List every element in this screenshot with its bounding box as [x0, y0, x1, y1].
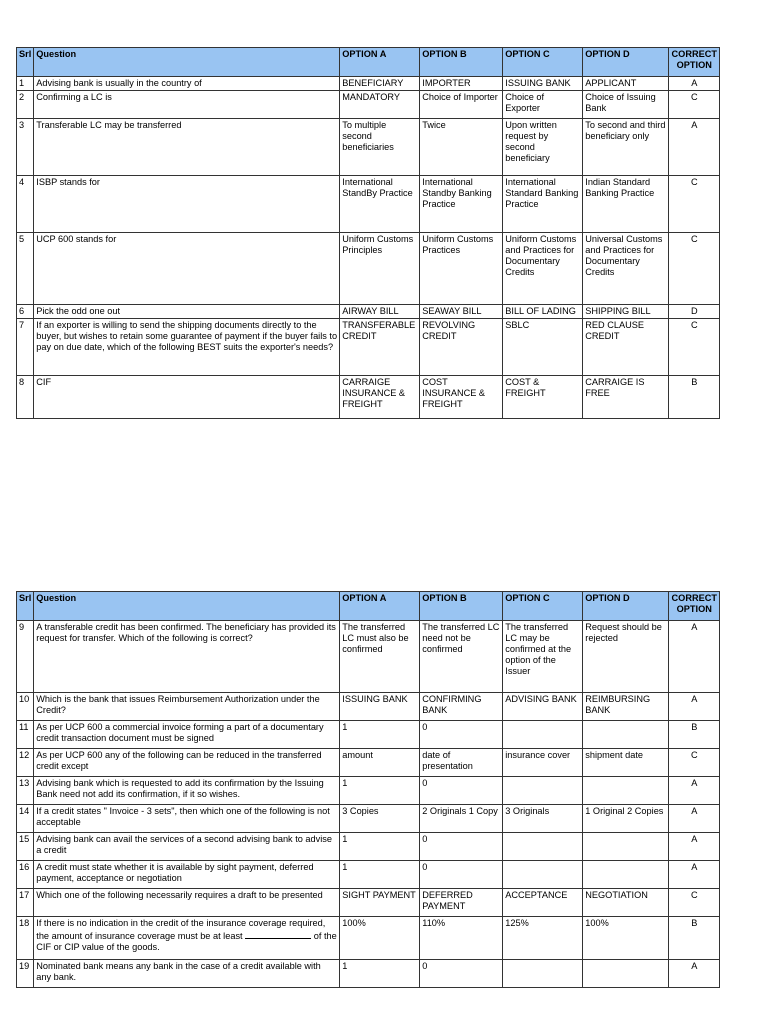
header-question: Question [34, 48, 340, 77]
cell-question: A credit must state whether it is available by sight payment, deferred payment, acceptance or negotiation [34, 861, 340, 889]
table-row [17, 693, 720, 721]
cell-correct: A [669, 621, 720, 693]
cell-option-c: 125% [503, 917, 583, 960]
cell-correct: C [669, 176, 720, 233]
cell-option-d [583, 833, 669, 861]
cell-option-b: Twice [420, 119, 503, 176]
cell-option-c [503, 833, 583, 861]
cell-option-c: The transferred LC may be confirmed at the option of the Issuer [503, 621, 583, 693]
cell-option-c: ACCEPTANCE [503, 889, 583, 917]
header-question: Question [34, 592, 340, 621]
cell-question: As per UCP 600 a commercial invoice forming a part of a documentary credit transaction document must be signed [34, 721, 340, 749]
table-row [17, 917, 720, 960]
cell-srl: 18 [17, 917, 34, 960]
cell-option-a: 1 [340, 833, 420, 861]
cell-option-c: insurance cover [503, 749, 583, 777]
cell-question: Advising bank can avail the services of a second advising bank to advise a credit [34, 833, 340, 861]
cell-option-b: DEFERRED PAYMENT [420, 889, 503, 917]
cell-option-b: CONFIRMING BANK [420, 693, 503, 721]
table-row [17, 119, 720, 176]
cell-option-a: 100% [340, 917, 420, 960]
questions-table-2 [16, 591, 720, 988]
cell-question: If an exporter is willing to send the shipping documents directly to the buyer, but wishes to retain some guarantee of payment if the buyer fails to pay on due date, which of the following BEST suits the exporter's needs? [34, 319, 340, 376]
cell-srl: 6 [17, 305, 34, 319]
cell-correct: A [669, 805, 720, 833]
cell-option-a: Uniform Customs Principles [340, 233, 420, 305]
cell-correct: C [669, 889, 720, 917]
cell-option-b: 110% [420, 917, 503, 960]
cell-srl: 7 [17, 319, 34, 376]
cell-option-d: Universal Customs and Practices for Documentary Credits [583, 233, 669, 305]
cell-correct: C [669, 91, 720, 119]
cell-correct: C [669, 749, 720, 777]
cell-option-a: BENEFICIARY [340, 77, 420, 91]
header-option-a: OPTION A [340, 48, 420, 77]
cell-question: Nominated bank means any bank in the case of a credit available with any bank. [34, 960, 340, 988]
cell-option-c: Choice of Exporter [503, 91, 583, 119]
cell-correct: A [669, 693, 720, 721]
table-row [17, 889, 720, 917]
cell-srl: 15 [17, 833, 34, 861]
header-correct-option: CORRECT OPTION [669, 592, 720, 621]
header-option-c: OPTION C [503, 48, 583, 77]
cell-srl: 11 [17, 721, 34, 749]
cell-option-b: COST INSURANCE & FREIGHT [420, 376, 503, 419]
cell-option-d [583, 960, 669, 988]
header-row [17, 592, 720, 621]
cell-option-d: shipment date [583, 749, 669, 777]
cell-option-a: CARRAIGE INSURANCE & FREIGHT [340, 376, 420, 419]
header-option-b: OPTION B [420, 48, 503, 77]
table-row [17, 621, 720, 693]
table-row [17, 833, 720, 861]
cell-srl: 1 [17, 77, 34, 91]
cell-option-d: NEGOTIATION [583, 889, 669, 917]
cell-option-c: COST & FREIGHT [503, 376, 583, 419]
cell-option-a: 1 [340, 960, 420, 988]
cell-option-a: 3 Copies [340, 805, 420, 833]
cell-question: CIF [34, 376, 340, 419]
cell-question: UCP 600 stands for [34, 233, 340, 305]
cell-srl: 13 [17, 777, 34, 805]
table-row [17, 749, 720, 777]
cell-option-c [503, 861, 583, 889]
cell-correct: B [669, 376, 720, 419]
cell-srl: 19 [17, 960, 34, 988]
cell-option-d: REIMBURSING BANK [583, 693, 669, 721]
cell-option-b: SEAWAY BILL [420, 305, 503, 319]
cell-correct: A [669, 77, 720, 91]
cell-question: Which is the bank that issues Reimbursement Authorization under the Credit? [34, 693, 340, 721]
cell-option-d: 100% [583, 917, 669, 960]
cell-option-a: AIRWAY BILL [340, 305, 420, 319]
cell-option-a: The transferred LC must also be confirmed [340, 621, 420, 693]
cell-question: If a credit states " Invoice - 3 sets", then which one of the following is not acceptable [34, 805, 340, 833]
cell-option-a: amount [340, 749, 420, 777]
cell-srl: 16 [17, 861, 34, 889]
cell-option-b: 2 Originals 1 Copy [420, 805, 503, 833]
cell-question: Which one of the following necessarily requires a draft to be presented [34, 889, 340, 917]
cell-option-d [583, 777, 669, 805]
cell-srl: 10 [17, 693, 34, 721]
cell-correct: A [669, 119, 720, 176]
cell-question [34, 917, 340, 960]
cell-question: Advising bank which is requested to add its confirmation by the Issuing Bank need not add its confirmation, if it so wishes. [34, 777, 340, 805]
cell-option-d: CARRAIGE IS FREE [583, 376, 669, 419]
cell-option-c: SBLC [503, 319, 583, 376]
table-row [17, 960, 720, 988]
header-srl: Srl [17, 592, 34, 621]
cell-option-c: BILL OF LADING [503, 305, 583, 319]
cell-option-a: ISSUING BANK [340, 693, 420, 721]
cell-option-a: To multiple second beneficiaries [340, 119, 420, 176]
cell-option-d: 1 Original 2 Copies [583, 805, 669, 833]
cell-correct: A [669, 861, 720, 889]
cell-option-d [583, 861, 669, 889]
cell-option-b: International Standby Banking Practice [420, 176, 503, 233]
questions-table-1 [16, 47, 720, 419]
cell-option-b: 0 [420, 721, 503, 749]
cell-correct: D [669, 305, 720, 319]
cell-option-b: The transferred LC need not be confirmed [420, 621, 503, 693]
cell-option-d: Choice of Issuing Bank [583, 91, 669, 119]
cell-question: Advising bank is usually in the country of [34, 77, 340, 91]
cell-srl: 8 [17, 376, 34, 419]
cell-srl: 4 [17, 176, 34, 233]
cell-option-b: REVOLVING CREDIT [420, 319, 503, 376]
cell-option-a: SIGHT PAYMENT [340, 889, 420, 917]
cell-option-a: MANDATORY [340, 91, 420, 119]
cell-option-c [503, 960, 583, 988]
cell-correct: A [669, 833, 720, 861]
table-row [17, 305, 720, 319]
cell-option-d: Indian Standard Banking Practice [583, 176, 669, 233]
cell-option-c [503, 721, 583, 749]
cell-option-a: TRANSFERABLE CREDIT [340, 319, 420, 376]
cell-question: As per UCP 600 any of the following can be reduced in the transferred credit except [34, 749, 340, 777]
header-option-d: OPTION D [583, 592, 669, 621]
cell-correct: C [669, 319, 720, 376]
cell-correct: B [669, 721, 720, 749]
cell-correct: C [669, 233, 720, 305]
cell-option-b: 0 [420, 777, 503, 805]
cell-srl: 12 [17, 749, 34, 777]
cell-question: Transferable LC may be transferred [34, 119, 340, 176]
cell-srl: 5 [17, 233, 34, 305]
cell-option-d: To second and third beneficiary only [583, 119, 669, 176]
header-option-c: OPTION C [503, 592, 583, 621]
cell-option-b: 0 [420, 861, 503, 889]
cell-correct: A [669, 960, 720, 988]
question-text: If there is no indication in the credit of the insurance coverage required, the amount of insurance coverage must be at least [36, 918, 326, 941]
table-row [17, 77, 720, 91]
cell-correct: A [669, 777, 720, 805]
fill-in-blank [245, 929, 311, 939]
header-correct-option: CORRECT OPTION [669, 48, 720, 77]
cell-option-c: ADVISING BANK [503, 693, 583, 721]
cell-option-c: 3 Originals [503, 805, 583, 833]
header-option-b: OPTION B [420, 592, 503, 621]
cell-option-d: APPLICANT [583, 77, 669, 91]
cell-option-c [503, 777, 583, 805]
cell-option-b: IMPORTER [420, 77, 503, 91]
cell-question: Confirming a LC is [34, 91, 340, 119]
table-row [17, 805, 720, 833]
cell-option-c: Upon written request by second beneficiary [503, 119, 583, 176]
cell-question: Pick the odd one out [34, 305, 340, 319]
cell-srl: 17 [17, 889, 34, 917]
question-text-tail: of the CIF or CIP value of the goods. [36, 931, 337, 952]
cell-srl: 9 [17, 621, 34, 693]
cell-option-a: 1 [340, 721, 420, 749]
table-row [17, 91, 720, 119]
cell-correct: B [669, 917, 720, 960]
cell-option-d: SHIPPING BILL [583, 305, 669, 319]
cell-option-b: Uniform Customs Practices [420, 233, 503, 305]
cell-option-a: 1 [340, 777, 420, 805]
cell-option-a: 1 [340, 861, 420, 889]
cell-option-c: International Standard Banking Practice [503, 176, 583, 233]
cell-srl: 3 [17, 119, 34, 176]
cell-option-b: Choice of Importer [420, 91, 503, 119]
cell-option-b: date of presentation [420, 749, 503, 777]
table-row [17, 176, 720, 233]
cell-option-c: ISSUING BANK [503, 77, 583, 91]
table-row [17, 376, 720, 419]
cell-option-c: Uniform Customs and Practices for Documentary Credits [503, 233, 583, 305]
cell-question: A transferable credit has been confirmed. The beneficiary has provided its request for transfer. Which of the following is correct? [34, 621, 340, 693]
table-row [17, 233, 720, 305]
table-row [17, 319, 720, 376]
header-option-a: OPTION A [340, 592, 420, 621]
cell-option-d [583, 721, 669, 749]
cell-srl: 14 [17, 805, 34, 833]
cell-option-d: Request should be rejected [583, 621, 669, 693]
cell-option-a: International StandBy Practice [340, 176, 420, 233]
cell-question: ISBP stands for [34, 176, 340, 233]
cell-srl: 2 [17, 91, 34, 119]
header-row [17, 48, 720, 77]
table-row [17, 721, 720, 749]
table-row [17, 777, 720, 805]
cell-option-b: 0 [420, 960, 503, 988]
table-row [17, 861, 720, 889]
cell-option-d: RED CLAUSE CREDIT [583, 319, 669, 376]
header-srl: Srl [17, 48, 34, 77]
header-option-d: OPTION D [583, 48, 669, 77]
cell-option-b: 0 [420, 833, 503, 861]
